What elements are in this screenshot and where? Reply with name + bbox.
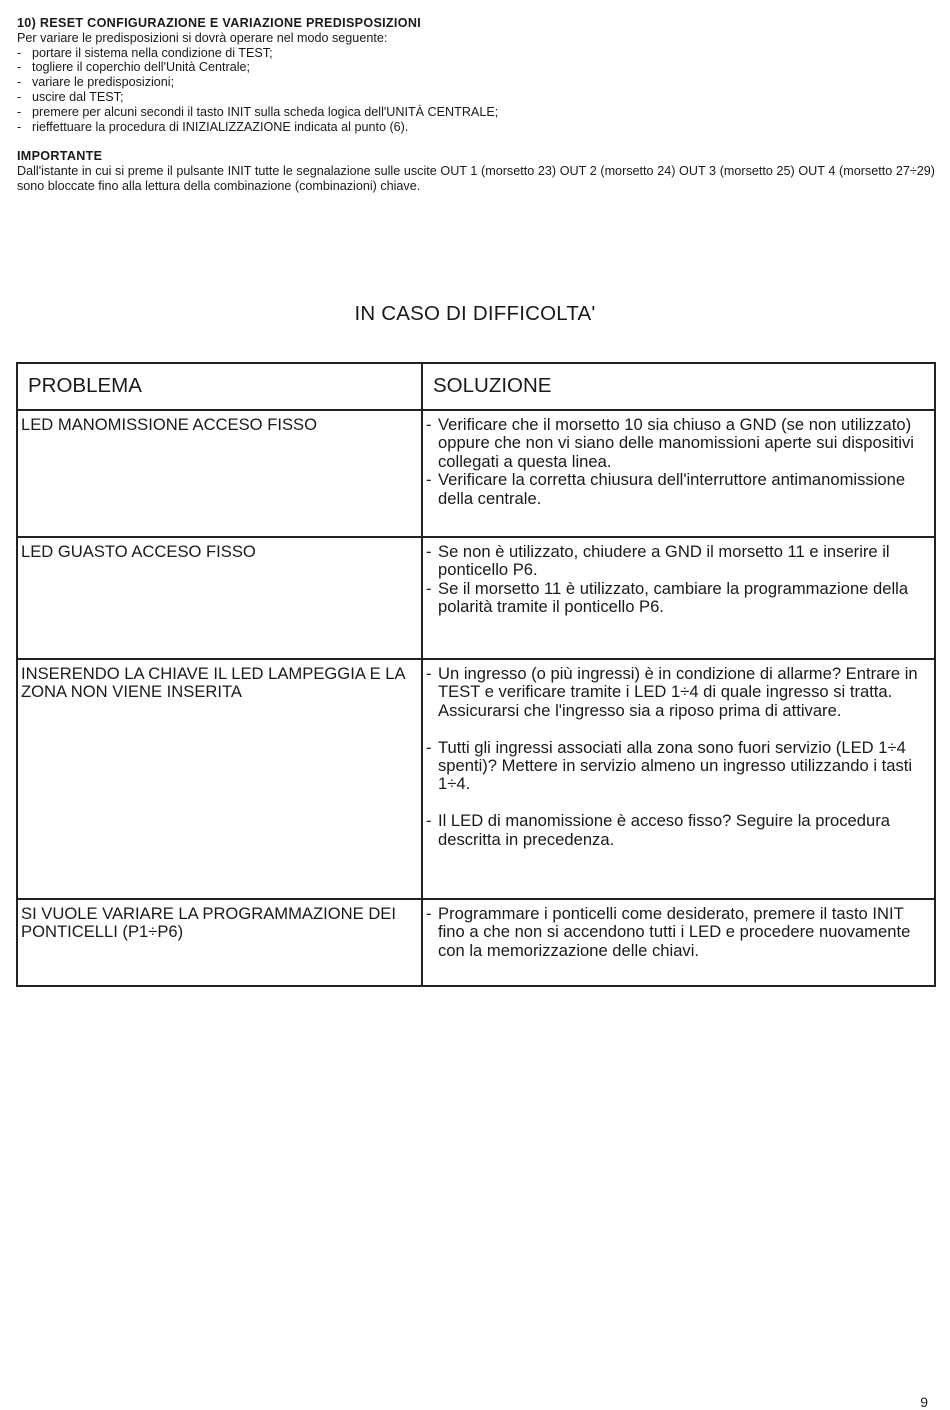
list-item: - uscire dal TEST; xyxy=(17,89,124,104)
table-row xyxy=(17,899,935,986)
troubleshooting-table xyxy=(16,362,936,987)
list-item: - togliere il coperchio dell'Unità Centrale; xyxy=(17,60,251,75)
table-header-row xyxy=(17,363,935,410)
problem-cell: INSERENDO LA CHIAVE IL LED LAMPEGGIA E LA ZONA NON VIENE INSERITA xyxy=(17,659,422,899)
solution-item: - Se il morsetto 11 è utilizzato, cambiare la programmazione della polarità tramite il ponticello P6. xyxy=(426,578,909,617)
solution-cell xyxy=(422,410,935,537)
list-item: - rieffettuare la procedura di INIZIALIZZAZIONE indicata al punto (6). xyxy=(17,119,409,134)
solution-item: - Tutti gli ingressi associati alla zona sono fuori servizio (LED 1÷4 spenti)? Mettere in servizio almeno un ingresso utilizzando i tasti 1÷4. xyxy=(426,737,913,794)
important-title: IMPORTANTE xyxy=(17,149,103,164)
section-title: 10) RESET CONFIGURAZIONE E VARIAZIONE PREDISPOSIZIONI xyxy=(17,16,422,30)
solution-item: - Un ingresso (o più ingressi) è in condizione di allarme? Entrare in TEST e verificare tramite i LED 1÷4 di quale ingresso si tratta. Assicurarsi che l'ingresso sia a riposo prima di attivare. xyxy=(426,664,918,720)
solution-item: - Il LED di manomissione è acceso fisso? Seguire la procedura descritta in precedenza. xyxy=(426,811,890,849)
problem-cell: SI VUOLE VARIARE LA PROGRAMMAZIONE DEI PONTICELLI (P1÷P6) xyxy=(17,899,422,986)
table-row xyxy=(17,537,935,659)
solution-item: - Verificare la corretta chiusura dell'interruttore antimanomissione della centrale. xyxy=(426,470,906,508)
problem-cell: LED GUASTO ACCESO FISSO xyxy=(17,537,422,659)
list-item: - variare le predisposizioni; xyxy=(17,75,175,90)
solution-cell xyxy=(422,899,935,986)
page-number: 9 xyxy=(920,1394,928,1410)
important-text: Dall'istante in cui si preme il pulsante INIT tutte le segnalazione sulle uscite OUT 1 (morsetto 23) OUT 2 (morsetto 24) OUT 3 (morsetto 25) OUT 4 (morsetto 27÷29) sono bloccate fino alla lettura della combinazione (combinazioni) chiave. xyxy=(17,164,935,193)
table-row xyxy=(17,659,935,899)
solution-cell xyxy=(422,537,935,659)
list-item: - premere per alcuni secondi il tasto INIT sulla scheda logica dell'UNITÀ CENTRALE; xyxy=(17,104,499,119)
steps-list xyxy=(17,46,935,135)
solution-item: - Verificare che il morsetto 10 sia chiuso a GND (se non utilizzato) oppure che non vi siano delle manomissioni aperte sui dispositivi collegati a questa linea. xyxy=(426,415,914,471)
troubleshooting-heading: IN CASO DI DIFFICOLTA' xyxy=(354,302,596,325)
solution-item: - Se non è utilizzato, chiudere a GND il morsetto 11 e inserire il ponticello P6. xyxy=(426,542,890,580)
column-header-solution: SOLUZIONE xyxy=(422,363,935,410)
problem-cell: LED MANOMISSIONE ACCESO FISSO xyxy=(17,410,422,537)
section-reset-config xyxy=(17,16,935,194)
column-header-problem: PROBLEMA xyxy=(17,363,422,410)
section-intro: Per variare le predisposizioni si dovrà operare nel modo seguente: xyxy=(17,30,388,45)
list-item: - portare il sistema nella condizione di TEST; xyxy=(17,45,273,60)
solution-cell xyxy=(422,659,935,899)
table-row xyxy=(17,410,935,537)
solution-item: - Programmare i ponticelli come desiderato, premere il tasto INIT fino a che non si accendono tutti i LED e procedere nuovamente con la memorizzazione delle chiavi. xyxy=(426,904,911,960)
